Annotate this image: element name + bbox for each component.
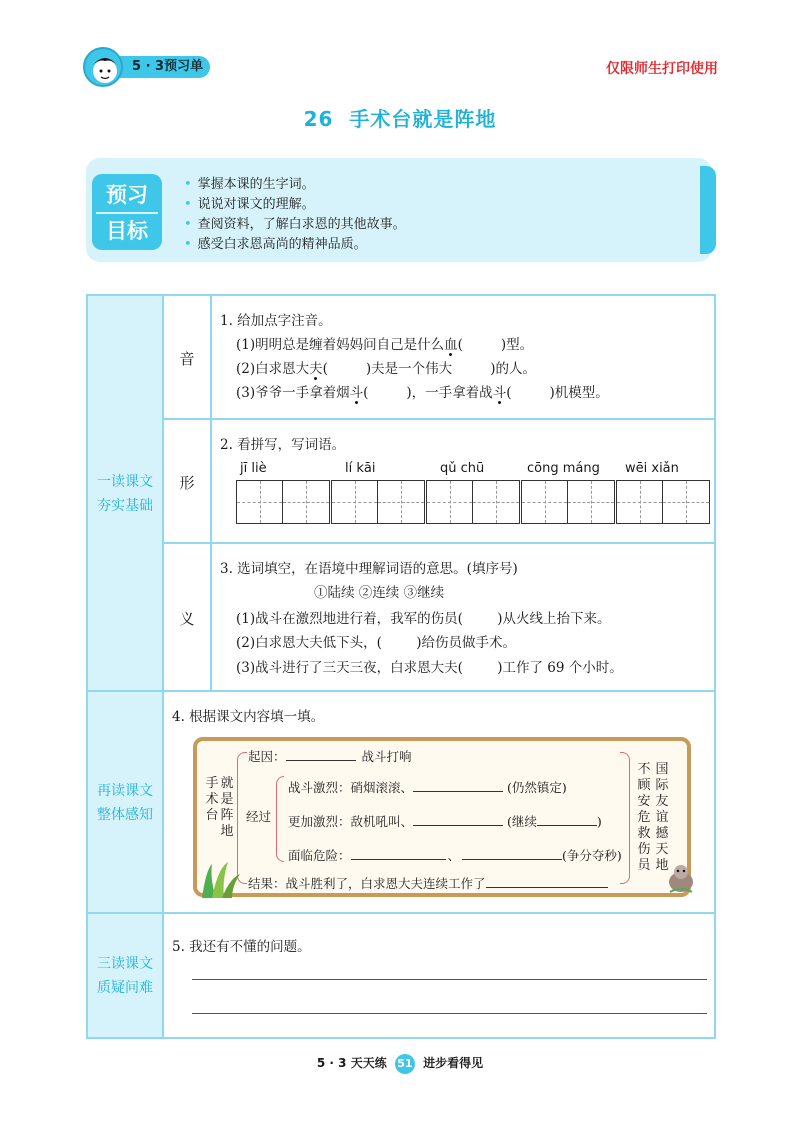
page-number: 51: [395, 1054, 415, 1074]
objectives-list: [184, 175, 406, 255]
sub-label-sound: 音: [164, 296, 212, 420]
objectives-tab-line2: 目标: [96, 212, 158, 248]
board-right-col-1: 不顾安危: [637, 762, 651, 825]
question-3-title: 3. 选词填空，在语境中理解词语的意思。(填序号): [220, 561, 518, 577]
board-right-col-3: 救伤员: [637, 826, 651, 873]
footer-slogan: 进步看得见: [423, 1056, 484, 1070]
objective-item: • 掌握本课的生字词。: [184, 175, 406, 195]
writing-grid-2[interactable]: [331, 480, 425, 524]
writing-grid-4[interactable]: [521, 480, 615, 524]
board-left-col-1: 手术台: [205, 776, 219, 823]
board-process-label: 经过: [246, 809, 272, 824]
print-notice: 仅限师生打印使用: [606, 61, 718, 77]
board-right-col-2: 国际友谊: [655, 762, 669, 825]
animal-decoration-icon: [666, 862, 696, 898]
question-1-line-2: (2)白求恩大夫( )夫是一个伟大 )的人。: [236, 361, 536, 377]
board-row-1: 战斗激烈：硝烟滚滚、 (仍然镇定): [288, 780, 567, 795]
objectives-edge: [700, 166, 716, 254]
board-brace-right: [620, 752, 630, 884]
pinyin-3: qǔ chū: [440, 461, 485, 476]
sub-label-form: 形: [164, 420, 212, 544]
question-3-options: ①陆续 ②连续 ③继续: [314, 585, 445, 601]
divider: [88, 690, 714, 692]
objective-item: • 说说对课文的理解。: [184, 195, 406, 215]
divider: [164, 418, 714, 420]
section-read-two: 再读课文 整体感知: [88, 692, 164, 914]
plant-decoration-icon: [198, 858, 242, 902]
lesson-title: [0, 103, 800, 132]
pinyin-4: cōng máng: [527, 461, 600, 476]
board-row-2: 更加激烈：敌机吼叫、 (继续 ): [288, 814, 602, 829]
question-1-title: 1. 给加点字注音。: [220, 313, 332, 329]
question-5-title: 5. 我还有不懂的问题。: [172, 939, 311, 955]
objectives-tab: [92, 174, 162, 250]
divider: [88, 912, 714, 914]
footer-brand: 5 · 3 天天练: [316, 1056, 387, 1070]
objective-item: • 感受白求恩高尚的精神品质。: [184, 235, 406, 255]
objectives-tab-line1: 预习: [106, 183, 148, 207]
question-2-title: 2. 看拼写，写词语。: [220, 437, 346, 453]
answer-line[interactable]: [192, 1013, 707, 1014]
page-header: [0, 0, 800, 95]
mascot-logo-icon: [83, 47, 123, 87]
pinyin-5: wēi xiǎn: [625, 461, 679, 476]
pinyin-2: lí kāi: [345, 461, 376, 476]
question-3-line-2: (2)白求恩大夫低下头，( )给伤员做手术。: [236, 635, 516, 651]
question-3-line-3: (3)战斗进行了三天三夜，白求恩大夫( )工作了 69 个小时。: [236, 660, 623, 676]
writing-grid-1[interactable]: [236, 480, 330, 524]
question-4-title: 4. 根据课文内容填一填。: [172, 709, 325, 725]
writing-grid-3[interactable]: [426, 480, 520, 524]
board-right-col-4: 撼天地: [655, 826, 669, 873]
board-result: 结果：战斗胜利了，白求恩大夫连续工作了: [248, 874, 608, 893]
objective-item: • 查阅资料，了解白求恩的其他故事。: [184, 215, 406, 235]
board-cause: 起因： 战斗打响: [248, 749, 412, 764]
divider: [164, 542, 714, 544]
board-left-col-2: 就是阵地: [220, 776, 234, 839]
answer-line[interactable]: [192, 979, 707, 980]
lesson-number: 26: [303, 107, 334, 131]
board-row-3: 面临危险： 、 (争分夺秒): [288, 848, 622, 863]
section-read-one: 一读课文 夯实基础: [88, 296, 164, 692]
sub-label-meaning: 义: [164, 544, 212, 692]
page-footer: [0, 1054, 800, 1074]
question-1-line-3: (3)爷爷一手拿着烟斗( )，一手拿着战斗( )机模型。: [236, 385, 609, 401]
lesson-name: 手术台就是阵地: [349, 107, 497, 131]
question-1-line-1: (1)明明总是缠着妈妈问自己是什么血( )型。: [236, 337, 534, 353]
section-read-three: 三读课文 质疑问难: [88, 914, 164, 1037]
writing-grid-5[interactable]: [616, 480, 710, 524]
brand-label: 5 · 3预习单: [108, 56, 210, 78]
question-3-line-1: (1)战斗在激烈地进行着，我军的伤员( )从火线上抬下来。: [236, 611, 611, 627]
board-brace-process: [276, 776, 284, 862]
pinyin-1: jī liè: [240, 461, 267, 476]
